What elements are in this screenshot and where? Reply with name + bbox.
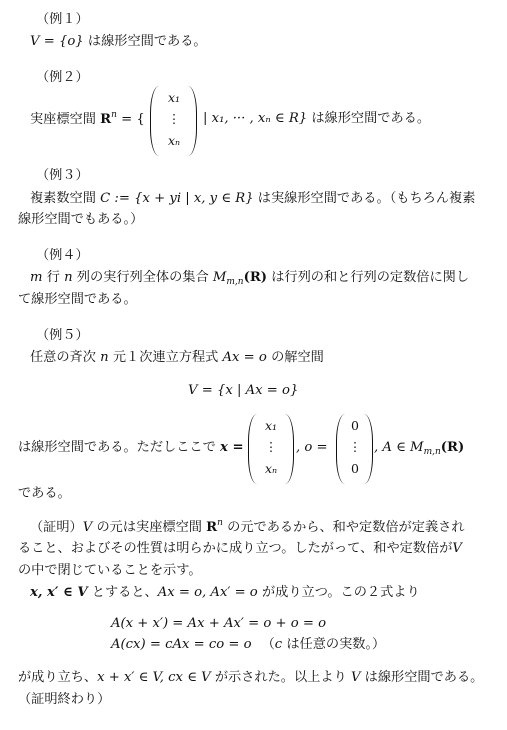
text-segment: の解空間 (266, 350, 324, 365)
math-subscript: m,n (226, 277, 244, 287)
proof-line-5 (18, 668, 483, 688)
text-segment: の元は実座標空間 (92, 520, 207, 535)
proof-line-2 (18, 539, 462, 559)
text-segment: 元１次連立方程式 (108, 350, 223, 365)
text-segment: は行列の和と行列の定数倍に関し (267, 270, 470, 285)
example-5-line-3: である。 (18, 486, 71, 501)
text-segment: は線形空間である。 (360, 670, 484, 685)
vector-entry: ⋮ (348, 439, 362, 455)
example-5-display-equation: V = {x | Ax = o} (188, 383, 299, 398)
example-4-heading: （例４） (36, 248, 89, 263)
vector-entry: x₁ (264, 418, 278, 433)
example-1-equation: V = {o} (30, 34, 84, 49)
vector-x (256, 416, 286, 478)
example-5-line-2 (18, 438, 244, 458)
math-m: m (30, 270, 43, 285)
example-3-heading: （例３） (36, 168, 89, 183)
example-2-sup: n (111, 110, 117, 120)
math-A-in-M: , A ∈ M (374, 440, 424, 455)
math-V: V (82, 520, 93, 535)
text-segment: 列の実行列全体の集合 (72, 270, 213, 285)
math-sup: n (217, 518, 223, 528)
math-closure: x + x′ ∈ V, cx ∈ V (97, 670, 211, 685)
proof-line-3: の中で閉じていることを示す。 (18, 563, 202, 578)
math-M: M (212, 270, 227, 285)
text-segment: （ (261, 637, 275, 652)
example-4-line-2: て線形空間である。 (18, 292, 137, 307)
math-equations: Ax = o, Ax′ = o (157, 585, 258, 600)
example-3-line-2: 線形空間でもある。） (18, 212, 144, 227)
text-segment: とすると、 (87, 585, 158, 600)
example-2-cond-line (203, 109, 430, 129)
vector-entry: ⋮ (264, 439, 278, 455)
math-subscript: m,n (423, 447, 441, 457)
example-2-brace: = { (116, 112, 145, 127)
example-2-right-paren (188, 86, 197, 156)
vector-entry: 0 (351, 418, 359, 433)
example-4-line-1 (30, 268, 469, 290)
text-segment: ること、およびその性質は明らかに成り立つ。したがって、和や定数倍が (18, 541, 453, 556)
text-segment: 任意の斉次 (30, 350, 101, 365)
math-equation: Ax = o (222, 350, 267, 365)
vector-o (344, 416, 366, 478)
example-2-condition: | x₁, ··· , xₙ ∈ R} (203, 111, 308, 126)
proof-end: （証明終わり） (18, 692, 111, 707)
text-segment: が成り立つ。この２式より (257, 585, 420, 600)
vector-o-label: , o = (296, 440, 328, 455)
proof-equation-1: A(x + x′) = Ax + Ax′ = o + o = o (111, 616, 327, 631)
vector-entry: x₁ (167, 90, 181, 105)
example-3-tail: は実線形空間である。（もちろん複素 (253, 191, 476, 206)
example-5-line-1 (30, 348, 324, 368)
math-R: (R) (440, 440, 465, 455)
text-segment: の元であるから、和や定数倍が定義され (222, 520, 465, 535)
text-segment: が成り立ち、 (18, 670, 98, 685)
example-2-tail: は線形空間である。 (307, 111, 431, 126)
vector-entry: 0 (351, 460, 359, 476)
math-x: x = (220, 440, 244, 455)
math-V: V (452, 541, 462, 556)
proof-line-1 (30, 517, 465, 538)
example-2-heading: （例２） (36, 70, 89, 85)
example-5-heading: （例５） (36, 328, 89, 343)
math-V: V (350, 670, 361, 685)
math-R: R (206, 520, 218, 535)
math-c: c (274, 637, 283, 652)
example-5-matrix-set (374, 438, 464, 460)
math-equation: A(cx) = cAx = co = o (111, 637, 252, 652)
example-2-lead: 実座標空間 (30, 112, 101, 127)
vector-x-right-paren (285, 414, 294, 484)
example-2-line (30, 109, 145, 130)
example-3-set: C := {x + yi | x, y ∈ R} (100, 191, 254, 206)
proof-equation-2 (111, 635, 385, 655)
math-vectors: x, x′ ∈ V (30, 585, 88, 600)
vector-entry: xₙ (264, 460, 278, 476)
proof-label: （証明） (30, 520, 83, 535)
example-1-line (30, 32, 207, 52)
example-2-space: R (100, 112, 112, 127)
math-n: n (64, 270, 73, 285)
math-R: (R) (243, 270, 268, 285)
vector-o-right-paren (364, 414, 373, 484)
text-segment: は任意の実数。） (282, 637, 386, 652)
text-segment: が示された。以上より (210, 670, 351, 685)
vector-entry: xₙ (167, 132, 181, 148)
example-2-vector (158, 88, 190, 150)
example-3-line-1 (30, 189, 475, 209)
vector-entry: ⋮ (167, 111, 181, 127)
example-1-heading: （例１） (36, 12, 89, 27)
text-segment: 行 (42, 270, 65, 285)
text-segment: は線形空間である。ただしここで (18, 440, 221, 455)
example-1-text: は線形空間である。 (83, 34, 207, 49)
math-n: n (100, 350, 109, 365)
example-3-lead: 複素数空間 (30, 191, 101, 206)
proof-line-4 (30, 583, 420, 603)
